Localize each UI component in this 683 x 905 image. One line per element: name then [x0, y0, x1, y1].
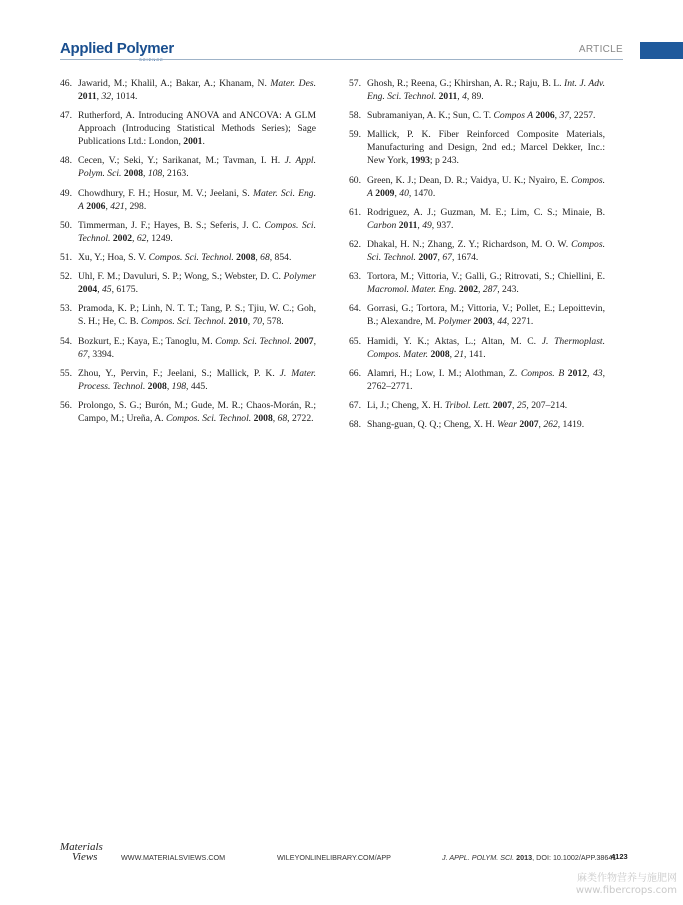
- reference-year: 2010: [228, 316, 248, 328]
- reference-number: 52.: [60, 271, 72, 283]
- reference-pages: 578.: [266, 316, 284, 328]
- reference-entry: 56. Prolongo, S. G.; Burón, M.; Gude, M. R.; Chaos-Morán, R.; Campo, M.; Ureña, A. Compos. Sci. Technol. 2008, 68, 2722.: [60, 399, 316, 424]
- reference-volume: 67: [78, 348, 88, 360]
- reference-number: 66.: [349, 367, 361, 379]
- reference-year: 2008: [236, 251, 256, 263]
- reference-number: 55.: [60, 367, 72, 379]
- reference-entry: 64. Gorrasi, G.; Tortora, M.; Vittoria, V.; Pollet, E.; Lepoittevin, B.; Alexandre, M. Polymer 2003, 44, 2271.: [349, 303, 605, 328]
- reference-volume: 68: [260, 251, 270, 263]
- reference-entry: 51. Xu, Y.; Hoa, S. V. Compos. Sci. Technol. 2008, 68, 854.: [60, 251, 292, 263]
- reference-journal: Compos. Sci. Technol.: [78, 219, 316, 244]
- reference-year: 2007: [492, 399, 513, 411]
- materials-url[interactable]: WWW.MATERIALSVIEWS.COM: [121, 853, 226, 862]
- reference-number: 68.: [349, 419, 361, 431]
- reference-number: 57.: [349, 78, 361, 89]
- citation-year: 2013: [516, 853, 533, 862]
- reference-entry: 57. Ghosh, R.; Reena, G.; Khirshan, A. R.; Raju, B. L. Int. J. Adv. Eng. Sci. Technol. 2011, 4, 89.: [349, 78, 606, 102]
- reference-pages: 937.: [436, 219, 454, 231]
- reference-pages: 298.: [129, 200, 147, 212]
- reference-volume: 37: [559, 110, 570, 122]
- reference-year: 2004: [78, 284, 98, 296]
- reference-year: 2011: [438, 91, 458, 102]
- reference-journal: Compos. Sci. Technol.: [367, 238, 605, 263]
- reference-volume: 43: [593, 367, 603, 379]
- journal-abbrev: J. APPL. POLYM. SCI.: [442, 853, 515, 862]
- reference-journal: Compos. B: [520, 367, 565, 379]
- reference-authors: Li, J.; Cheng, X. H.: [367, 399, 443, 411]
- reference-year: 2002: [112, 232, 133, 244]
- reference-entry: 65. Hamidi, Y. K.; Aktas, L.; Altan, M. C. J. Thermoplast. Compos. Mater. 2008, 21, 141.: [349, 335, 605, 360]
- reference-pages: 2762–2771.: [367, 380, 413, 392]
- reference-pages: 854.: [274, 251, 292, 263]
- reference-entry: 52. Uhl, F. M.; Davuluri, S. P.; Wong, S.; Webster, D. C. Polymer 2004, 45, 6175.: [60, 271, 316, 296]
- reference-number: 54.: [60, 335, 72, 347]
- reference-pages: ; p 243.: [429, 155, 459, 167]
- reference-pages: 2271.: [511, 316, 534, 328]
- reference-authors: Jawarid, M.; Khalil, A.; Bakar, A.; Khanam, N.: [78, 78, 267, 89]
- header-rule: [60, 59, 623, 60]
- reference-journal: Mater. Des.: [270, 78, 316, 89]
- reference-entry: 53. Pramoda, K. P.; Linh, N. T. T.; Tang, P. S.; Tjiu, W. C.; Goh, S. H.; He, C. B. Compos. Sci. Technol. 2010, 70, 578.: [60, 303, 316, 328]
- reference-journal: Macromol. Mater. Eng.: [367, 284, 457, 296]
- reference-authors: Chowdhury, F. H.; Hosur, M. V.; Jeelani, S.: [78, 187, 250, 199]
- reference-journal: Mater. Sci. Eng. A: [78, 187, 316, 212]
- journal-logo: Applied Polymer: [60, 40, 174, 57]
- reference-number: 65.: [349, 335, 361, 347]
- reference-number: 63.: [349, 271, 361, 283]
- reference-journal: J. Appl. Polym. Sci.: [78, 155, 316, 180]
- reference-number: 59.: [349, 129, 361, 141]
- reference-pages: 1014.: [115, 91, 138, 102]
- reference-year: 2006: [535, 110, 555, 122]
- reference-entry: 46. Jawarid, M.; Khalil, A.; Bakar, A.; Khanam, N. Mater. Des. 2011, 32, 1014.: [60, 78, 316, 102]
- reference-journal: Compos. A: [367, 174, 605, 199]
- reference-authors: Bozkurt, E.; Kaya, E.; Tanoglu, M.: [78, 335, 213, 347]
- wiley-url[interactable]: WILEYONLINELIBRARY.COM/APP: [277, 853, 391, 862]
- reference-volume: 70: [252, 316, 263, 328]
- doi-text: , DOI: 10.1002/APP.38641: [532, 853, 617, 862]
- reference-journal: Compos. Sci. Technol.: [140, 316, 227, 328]
- reference-authors: Zhou, Y., Pervin, F.; Jeelani, S.; Mallick, P. K.: [78, 367, 275, 379]
- reference-journal: Compos. Sci. Technol.: [165, 412, 252, 424]
- reference-pages: 6175.: [116, 284, 138, 296]
- watermark: [576, 873, 677, 897]
- reference-journal: Tribol. Lett.: [444, 399, 491, 411]
- reference-volume: 44: [497, 316, 507, 328]
- reference-entry: 55. Zhou, Y., Pervin, F.; Jeelani, S.; Mallick, P. K. J. Mater. Process. Technol. 2008, 198, 445.: [60, 367, 316, 392]
- reference-entry: 58. Subramaniyan, A. K.; Sun, C. T. Compos A 2006, 37, 2257.: [349, 110, 596, 122]
- references-left-column: [60, 77, 316, 431]
- reference-pages: 3394.: [92, 348, 114, 360]
- reference-year: 2008: [147, 380, 167, 392]
- reference-volume: 287: [482, 284, 498, 296]
- reference-number: 51.: [60, 251, 72, 263]
- reference-journal: Comp. Sci. Technol.: [215, 335, 292, 347]
- reference-number: 58.: [349, 110, 361, 122]
- reference-entry: 61. Rodriguez, A. J.; Guzman, M. E.; Lim, C. S.; Minaie, B. Carbon 2011, 49, 937.: [349, 206, 605, 231]
- watermark-line-2: www.fibercrops.com: [575, 885, 677, 896]
- reference-authors: Dhakal, H. N.; Zhang, Z. Y.; Richardson, M. O. W.: [367, 238, 569, 250]
- reference-authors: Xu, Y.; Hoa, S. V.: [78, 251, 147, 263]
- logo-line-1: Materials: [60, 841, 103, 853]
- reference-volume: 198: [171, 380, 187, 392]
- reference-authors: Mallick, P. K. Fiber Reinforced Composite Materials, Manufacturing and Design, 2nd ed.; Marcel Dekker, Inc.: New York,: [367, 129, 605, 167]
- reference-pages: 1419.: [562, 419, 585, 431]
- reference-pages: .: [202, 136, 205, 148]
- reference-volume: 32: [101, 91, 112, 102]
- reference-volume: 262: [543, 419, 558, 431]
- reference-year: 2001: [183, 136, 203, 148]
- reference-entry: 67. Li, J.; Cheng, X. H. Tribol. Lett. 2007, 25, 207–214.: [349, 399, 568, 411]
- reference-pages: 1249.: [151, 232, 173, 244]
- reference-entry: 62. Dhakal, H. N.; Zhang, Z. Y.; Richardson, M. O. W. Compos. Sci. Technol. 2007, 67, 1674.: [349, 238, 605, 263]
- reference-entry: 63. Tortora, M.; Vittoria, V.; Galli, G.; Ritrovati, S.; Chiellini, E. Macromol. Mater. Eng. 2002, 287, 243.: [349, 271, 605, 296]
- reference-pages: 141.: [468, 348, 486, 360]
- reference-journal: Compos A: [493, 110, 534, 122]
- reference-journal: J. Mater. Process. Technol.: [78, 367, 316, 392]
- reference-year: 2011: [78, 91, 97, 102]
- reference-year: 1993: [410, 155, 430, 167]
- reference-entry: 48. Cecen, V.; Seki, Y.; Sarikanat, M.; Tavman, I. H. J. Appl. Polym. Sci. 2008, 108, 2163.: [60, 155, 316, 180]
- reference-entry: [60, 109, 316, 148]
- reference-number: 53.: [60, 303, 72, 315]
- reference-year: 2006: [86, 200, 106, 212]
- reference-volume: 4: [462, 91, 467, 102]
- reference-year: 2007: [294, 335, 314, 347]
- reference-number: 67.: [349, 399, 361, 411]
- reference-pages: 445.: [190, 380, 208, 392]
- reference-journal: J. Thermoplast. Compos. Mater.: [367, 335, 605, 360]
- reference-year: 2008: [253, 412, 273, 424]
- reference-volume: 67: [442, 251, 452, 263]
- reference-volume: 49: [422, 219, 432, 231]
- reference-number: 48.: [60, 155, 72, 167]
- reference-authors: Timmerman, J. F.; Hayes, B. S.; Seferis, J. C.: [78, 219, 261, 231]
- reference-volume: 421: [110, 200, 125, 212]
- reference-year: 2011: [398, 219, 418, 231]
- reference-number: 62.: [349, 238, 361, 250]
- reference-number: 46.: [60, 78, 72, 89]
- reference-number: 61.: [349, 206, 361, 218]
- reference-pages: 243.: [502, 284, 519, 296]
- reference-journal: Wear: [497, 419, 517, 431]
- reference-authors: Cecen, V.; Seki, Y.; Sarikanat, M.; Tavman, I. H.: [78, 155, 281, 167]
- reference-year: 2007: [519, 419, 539, 431]
- reference-journal: Int. J. Adv. Eng. Sci. Technol.: [367, 78, 606, 102]
- watermark-line-1: 麻类作物营养与施肥网: [577, 873, 677, 884]
- references-right-column: [349, 77, 605, 437]
- reference-pages: 2257.: [573, 110, 596, 122]
- reference-number: 50.: [60, 219, 72, 231]
- reference-number: 64.: [349, 303, 361, 315]
- reference-authors: Uhl, F. M.; Davuluri, S. P.; Wong, S.; Webster, D. C.: [78, 271, 281, 283]
- citation-line: [442, 853, 616, 862]
- reference-entry: 66. Alamri, H.; Low, I. M.; Alothman, Z. Compos. B 2012, 43, 2762–2771.: [349, 367, 605, 392]
- reference-number: 60.: [349, 174, 361, 186]
- reference-authors: Alamri, H.; Low, I. M.; Alothman, Z.: [367, 367, 518, 379]
- page-number: 4123: [611, 852, 628, 861]
- reference-year: 2009: [375, 187, 395, 199]
- reference-pages: 2163.: [167, 168, 189, 180]
- reference-authors: Prolongo, S. G.; Burón, M.; Gude, M. R.; Chaos-Morán, R.; Campo, M.; Ureña, A.: [78, 399, 316, 424]
- reference-authors: Rutherford, A. Introducing ANOVA and ANCOVA: A GLM Approach (Introducing Statistical Methods Series); Sage Publications Ltd.: London,: [78, 110, 316, 148]
- reference-volume: 40: [399, 187, 409, 199]
- reference-entry: 68. Shang-guan, Q. Q.; Cheng, X. H. Wear 2007, 262, 1419.: [349, 419, 585, 431]
- materials-views-logo: [60, 842, 120, 862]
- reference-year: 2008: [123, 168, 144, 180]
- reference-number: 47.: [60, 110, 72, 122]
- reference-authors: Gorrasi, G.; Tortora, M.; Vittoria, V.; Pollet, E.; Lepoittevin, B.; Alexandre, M.: [367, 303, 605, 328]
- reference-volume: 25: [516, 399, 527, 411]
- reference-authors: Rodriguez, A. J.; Guzman, M. E.; Lim, C. S.; Minaie, B.: [367, 206, 605, 218]
- reference-entry: 54. Bozkurt, E.; Kaya, E.; Tanoglu, M. Comp. Sci. Technol. 2007, 67, 3394.: [60, 335, 316, 360]
- reference-journal: Compos. Sci. Technol.: [148, 251, 234, 263]
- reference-entry: 60. Green, K. J.; Dean, D. R.; Vaidya, U. K.; Nyairo, E. Compos. A 2009, 40, 1470.: [349, 174, 605, 199]
- reference-entry: 49. Chowdhury, F. H.; Hosur, M. V.; Jeelani, S. Mater. Sci. Eng. A 2006, 421, 298.: [60, 187, 316, 212]
- reference-authors: Green, K. J.; Dean, D. R.; Vaidya, U. K.; Nyairo, E.: [367, 174, 569, 186]
- reference-authors: Ghosh, R.; Reena, G.; Khirshan, A. R.; Raju, B. L.: [367, 78, 562, 89]
- reference-year: 2003: [473, 316, 493, 328]
- reference-entry: [349, 128, 605, 167]
- reference-year: 2012: [567, 367, 587, 379]
- reference-pages: 207–214.: [531, 399, 568, 411]
- reference-entry: 50. Timmerman, J. F.; Hayes, B. S.; Seferis, J. C. Compos. Sci. Technol. 2002, 62, 1249.: [60, 219, 316, 244]
- reference-year: 2007: [418, 251, 438, 263]
- section-label: ARTICLE: [578, 44, 623, 55]
- reference-number: 49.: [60, 187, 72, 199]
- reference-authors: Subramaniyan, A. K.; Sun, C. T.: [367, 110, 492, 122]
- reference-journal: Polymer: [438, 316, 471, 328]
- reference-authors: Shang-guan, Q. Q.; Cheng, X. H.: [367, 419, 495, 431]
- reference-volume: 108: [147, 168, 163, 180]
- header-color-bar: [640, 42, 683, 59]
- reference-authors: Tortora, M.; Vittoria, V.; Galli, G.; Ritrovati, S.; Chiellini, E.: [367, 271, 605, 283]
- reference-authors: Hamidi, Y. K.; Aktas, L.; Altan, M. C.: [367, 335, 536, 347]
- reference-volume: 68: [277, 412, 288, 424]
- reference-pages: 1674.: [456, 251, 479, 263]
- reference-volume: 21: [454, 348, 465, 360]
- logo-line-2: Views: [72, 851, 98, 863]
- reference-pages: 89.: [471, 91, 484, 102]
- reference-journal: Carbon: [367, 219, 397, 231]
- reference-number: 56.: [60, 399, 72, 411]
- reference-pages: 1470.: [413, 187, 436, 199]
- reference-journal: Polymer: [283, 271, 316, 283]
- reference-volume: 62: [136, 232, 147, 244]
- reference-pages: 2722.: [291, 412, 314, 424]
- reference-volume: 45: [101, 284, 112, 296]
- reference-year: 2008: [430, 348, 450, 360]
- reference-year: 2002: [458, 284, 479, 296]
- reference-authors: Pramoda, K. P.; Linh, N. T. T.; Tang, P. S.; Tjiu, W. C.; Goh, S. H.; He, C. B.: [78, 303, 316, 328]
